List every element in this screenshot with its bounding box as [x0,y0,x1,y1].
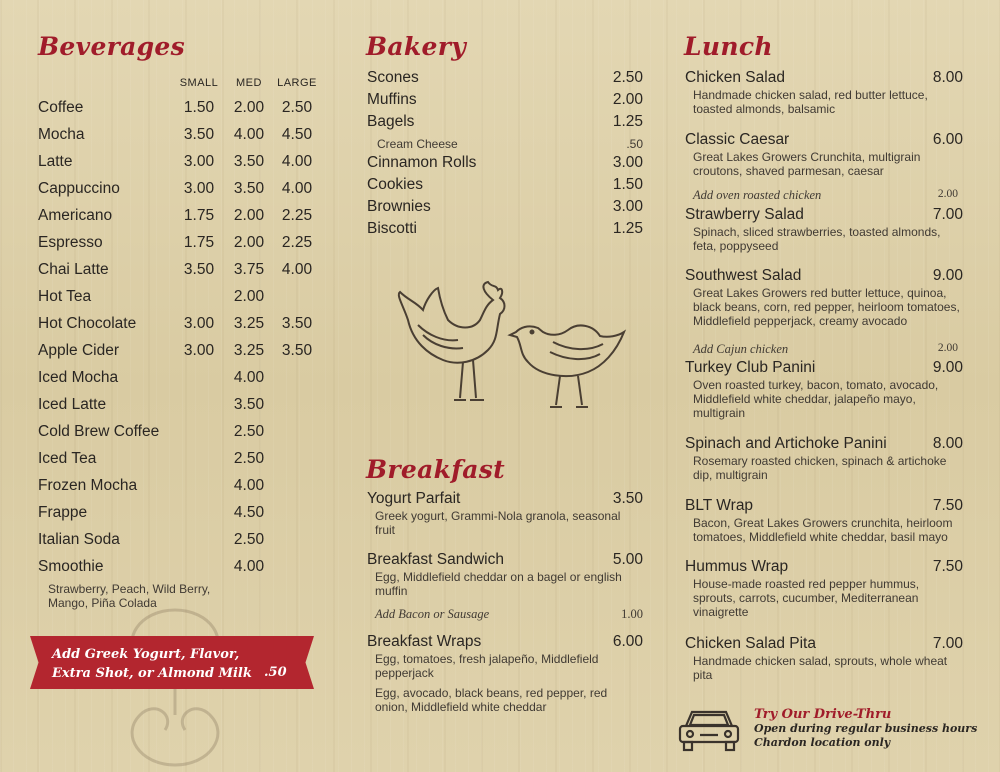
item-description: Oven roasted turkey, bacon, tomato, avocado, Middlefield white cheddar, jalapeño mayo, multigrain [693,378,939,420]
addon-price: 2.00 [937,342,958,354]
item-description: Great Lakes Growers Crunchita, multigrain croutons, shaved parmesan, caesar [693,150,921,178]
beverage-name: Frappe [38,504,88,521]
beverage-name: Americano [38,207,113,224]
item-name: Biscotti [367,220,417,237]
drive-thru-location: Chardon location only [754,736,891,749]
banner-price: .50 [264,665,287,680]
item-price: 6.00 [932,131,963,148]
item-price: 9.00 [932,267,963,284]
price-med: 2.00 [233,99,265,116]
item-description: Handmade chicken salad, sprouts, whole wheat pita [693,654,948,682]
beverage-name: Apple Cider [38,342,119,359]
item-name: Cookies [367,176,423,193]
item-price: 2.00 [612,91,643,108]
bakery-row [367,91,643,112]
item-price: 1.25 [612,220,643,237]
item-description: House-made roasted red pepper hummus, sprouts, carrots, cucumber, Mediterranean vinaigrette [693,577,920,619]
banner-line-1: Add Greek Yogurt, Flavor, [52,647,240,662]
beverage-name: Mocha [38,126,85,143]
beverage-name: Cold Brew Coffee [38,423,160,440]
price-med: 3.50 [233,180,265,197]
addon-oven-roasted-chicken [693,188,958,203]
price-large: 3.50 [281,315,313,332]
item-price: 6.00 [612,633,643,650]
price-med: 2.50 [233,450,265,467]
item-price: 7.00 [932,635,963,652]
price-med: 2.00 [233,234,265,251]
beverage-name: Smoothie [38,558,104,575]
price-med: 2.00 [233,288,265,305]
price-med: 3.25 [233,342,265,359]
bakery-addon-row [377,137,643,153]
beverage-row [38,153,328,175]
item-description: Bacon, Great Lakes Growers crunchita, heirloom tomatoes, Middlefield white cheddar, basil mayo [693,516,953,544]
beverage-name: Iced Tea [38,450,97,467]
beverage-name: Latte [38,153,73,170]
item-price: 1.50 [612,176,643,193]
item-name: Hummus Wrap [685,558,789,575]
car-icon [676,706,742,754]
price-med: 3.75 [233,261,265,278]
menu-item-chicken-salad-pita [685,635,963,682]
bakery-row [367,198,643,219]
beverage-name: Iced Latte [38,396,107,413]
item-price: 7.50 [932,497,963,514]
item-name: Yogurt Parfait [367,490,461,507]
price-small: 1.75 [183,234,215,251]
price-small: 1.50 [183,99,215,116]
item-name: Classic Caesar [685,131,790,148]
item-description-alt: Egg, avocado, black beans, red pepper, red onion, Middlefield white cheddar [375,686,608,714]
addon-label: Add Bacon or Sausage [375,607,490,621]
item-price: 3.50 [612,490,643,507]
item-name: Southwest Salad [685,267,802,284]
beverage-row [38,180,328,202]
menu-item-blt-wrap [685,497,963,544]
beverage-row [38,126,328,148]
beverage-name: Espresso [38,234,103,251]
item-name: Cinnamon Rolls [367,154,477,171]
price-med: 3.25 [233,315,265,332]
price-large: 2.50 [281,99,313,116]
bakery-heading: Bakery [366,32,467,61]
price-large: 2.25 [281,234,313,251]
addon-price: 2.00 [937,188,958,200]
smoothie-flavors: Strawberry, Peach, Wild Berry, Mango, Piña Colada [48,582,211,610]
beverage-row [38,315,328,337]
bakery-row [367,154,643,175]
item-description: Egg, tomatoes, fresh jalapeño, Middlefield pepperjack [375,652,599,680]
beverage-row [38,288,328,310]
bakery-row [367,69,643,90]
addon-label: Add Cajun chicken [693,342,789,356]
menu-item-breakfast-wraps [367,633,643,714]
drive-thru-title: Try Our Drive-Thru [754,707,892,722]
menu-item-turkey-club-panini [685,359,963,420]
price-large: 4.00 [281,261,313,278]
item-price: 9.00 [932,359,963,376]
item-price: 2.50 [612,69,643,86]
drive-thru-hours: Open during regular business hours [754,722,978,735]
price-small: 3.00 [183,180,215,197]
price-large: 2.25 [281,207,313,224]
bakery-row [367,220,643,241]
rooster-and-hen-illustration [388,280,648,420]
beverage-row [38,396,328,418]
beverage-name: Cappuccino [38,180,120,197]
item-name: Cream Cheese [377,137,458,151]
lunch-heading: Lunch [684,32,773,61]
column-header-med: MED [236,77,262,89]
addon-price: 1.00 [621,607,643,621]
banner-line-2: Extra Shot, or Almond Milk [52,666,252,681]
column-header-small: SMALL [179,77,219,89]
beverage-row [38,342,328,364]
beverage-row [38,423,328,445]
price-large: 4.00 [281,153,313,170]
beverage-row [38,99,328,121]
item-name: Brownies [367,198,431,215]
breakfast-heading: Breakfast [366,455,506,484]
bakery-row [367,176,643,197]
beverage-name: Hot Chocolate [38,315,137,332]
price-med: 3.50 [233,396,265,413]
addon-cajun-chicken [693,342,958,357]
item-name: Breakfast Wraps [367,633,482,650]
item-description: Greek yogurt, Grammi-Nola granola, seasonal fruit [375,509,621,537]
beverage-row [38,261,328,283]
item-price: 8.00 [932,69,963,86]
price-small: 3.50 [183,261,215,278]
item-name: Spinach and Artichoke Panini [685,435,887,452]
price-med: 4.50 [233,504,265,521]
addon-label: Add oven roasted chicken [693,188,822,202]
price-small: 1.75 [183,207,215,224]
item-name: Turkey Club Panini [685,359,816,376]
menu-item-breakfast-sandwich [367,551,643,598]
item-name: Bagels [367,113,415,130]
beverage-row [38,504,328,526]
beverage-row [38,477,328,499]
item-description: Spinach, sliced strawberries, toasted almonds, feta, poppyseed [693,225,941,253]
item-name: Chicken Salad [685,69,785,86]
price-small: 3.00 [183,153,215,170]
item-price: 3.00 [612,154,643,171]
beverage-row [38,558,328,580]
item-description: Rosemary roasted chicken, spinach & artichoke dip, multigrain [693,454,947,482]
item-name: Scones [367,69,419,86]
menu-item-spinach-artichoke-panini [685,435,963,482]
menu-item-yogurt-parfait [367,490,643,537]
item-description: Great Lakes Growers red butter lettuce, quinoa, black beans, corn, red pepper, heirloom tomatoes, Middlefield pepperjack, creamy avocado [693,286,960,328]
item-description: Handmade chicken salad, red butter lettuce, toasted almonds, balsamic [693,88,928,116]
beverage-name: Chai Latte [38,261,109,278]
beverage-row [38,207,328,229]
column-header-large: LARGE [277,77,317,89]
item-price: 7.00 [932,206,963,223]
item-name: Chicken Salad Pita [685,635,816,652]
menu-item-classic-caesar [685,131,963,178]
price-med: 2.50 [233,423,265,440]
price-med: 3.50 [233,153,265,170]
price-med: 2.00 [233,207,265,224]
beverage-name: Hot Tea [38,288,92,305]
price-med: 2.50 [233,531,265,548]
item-price: 7.50 [932,558,963,575]
beverage-row [38,369,328,391]
menu-item-strawberry-salad [685,206,963,253]
price-large: 4.50 [281,126,313,143]
price-small: 3.00 [183,342,215,359]
price-large: 3.50 [281,342,313,359]
item-price: 5.00 [612,551,643,568]
drive-thru-info [754,707,994,750]
item-price: .50 [626,137,643,151]
beverage-row [38,234,328,256]
price-med: 4.00 [233,558,265,575]
item-price: 1.25 [612,113,643,130]
beverage-row [38,450,328,472]
price-small: 3.50 [183,126,215,143]
item-description: Egg, Middlefield cheddar on a bagel or english muffin [375,570,622,598]
menu-item-chicken-salad [685,69,963,116]
price-large: 4.00 [281,180,313,197]
item-price: 8.00 [932,435,963,452]
price-med: 4.00 [233,477,265,494]
beverage-name: Coffee [38,99,84,116]
beverage-name: Iced Mocha [38,369,119,386]
item-name: Strawberry Salad [685,206,804,223]
beverages-heading: Beverages [38,32,185,61]
item-name: Breakfast Sandwich [367,551,504,568]
addon-bacon-sausage [375,607,643,622]
bakery-row [367,113,643,134]
beverage-row [38,531,328,553]
price-med: 4.00 [233,126,265,143]
beverage-name: Frozen Mocha [38,477,138,494]
price-small: 3.00 [183,315,215,332]
beverage-name: Italian Soda [38,531,120,548]
menu-item-southwest-salad [685,267,963,328]
price-med: 4.00 [233,369,265,386]
item-name: BLT Wrap [685,497,754,514]
item-name: Muffins [367,91,417,108]
item-price: 3.00 [612,198,643,215]
menu-item-hummus-wrap [685,558,963,619]
